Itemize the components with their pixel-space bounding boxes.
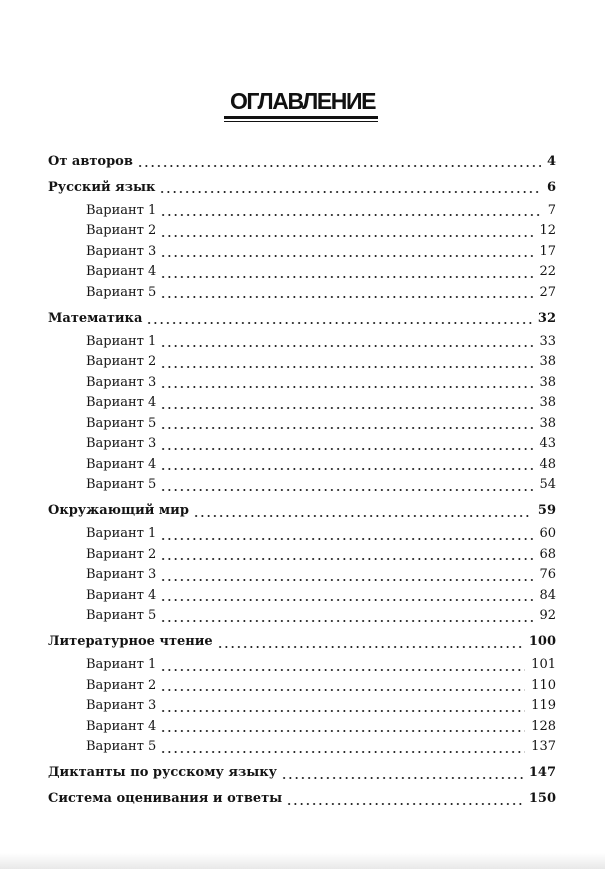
dot-leader (160, 606, 533, 627)
dot-leader (286, 789, 523, 810)
toc-section (48, 152, 556, 173)
toc-subentry (48, 221, 556, 242)
toc-page-number: 54 (539, 477, 556, 492)
toc-page-number: 147 (528, 765, 556, 780)
toc-page-number: 59 (537, 503, 556, 518)
title-underline (224, 116, 378, 122)
toc-subentry (48, 332, 556, 353)
toc-subentry (48, 545, 556, 566)
toc-page-number: 137 (531, 739, 556, 754)
toc-page-number: 17 (539, 243, 556, 259)
toc-page-number: 4 (546, 153, 556, 169)
toc-subentry (48, 242, 556, 263)
dot-leader (160, 455, 533, 476)
dot-leader (146, 309, 532, 330)
toc-page-number: 33 (539, 333, 556, 349)
toc-subentry-title: Вариант 1 (86, 202, 157, 218)
toc-subentry-title: Вариант 5 (86, 284, 157, 300)
toc-section (48, 309, 556, 496)
dot-leader (159, 178, 541, 199)
dot-leader (160, 262, 533, 283)
toc-subentry-title: Вариант 2 (86, 223, 157, 238)
toc-subentries (48, 655, 556, 758)
toc-section-entry (48, 152, 556, 173)
toc-subentry (48, 676, 556, 697)
dot-leader (160, 221, 533, 242)
toc-page-number: 76 (539, 567, 556, 582)
toc-section-title: Окружающий мир (48, 503, 189, 518)
toc-section-title: Русский язык (48, 179, 156, 195)
dot-leader (160, 696, 525, 717)
dot-leader (160, 373, 533, 394)
dot-leader (193, 501, 532, 522)
toc-page-number: 27 (539, 284, 556, 300)
toc-subentry-title: Вариант 4 (86, 456, 157, 472)
toc-section-entry (48, 309, 556, 330)
toc-page-number: 150 (528, 791, 556, 806)
toc-subentry-title: Вариант 3 (86, 243, 157, 259)
toc-subentry (48, 586, 556, 607)
toc-page-number: 101 (531, 657, 556, 672)
toc-subentry (48, 434, 556, 455)
toc-section-title: Литературное чтение (48, 634, 213, 649)
toc-subentry (48, 717, 556, 738)
dot-leader (217, 632, 523, 653)
toc-subentry-title: Вариант 3 (86, 374, 157, 390)
toc-subentry-title: Вариант 5 (86, 608, 157, 623)
toc-page-number: 38 (539, 374, 556, 390)
toc-subentry (48, 565, 556, 586)
dot-leader (160, 676, 525, 697)
toc-subentries (48, 524, 556, 627)
toc-subentry-title: Вариант 3 (86, 436, 157, 451)
toc-section-title: Математика (48, 310, 143, 326)
toc-subentry (48, 393, 556, 414)
dot-leader (160, 545, 533, 566)
toc-section-title: Система оценивания и ответы (48, 791, 283, 806)
toc-subentries (48, 332, 556, 496)
toc-subentry-title: Вариант 4 (86, 718, 157, 734)
toc-subentry (48, 524, 556, 545)
toc-page-number: 68 (539, 546, 556, 562)
toc-subentry (48, 352, 556, 373)
dot-leader (160, 201, 541, 222)
dot-leader (160, 565, 533, 586)
toc-subentry (48, 655, 556, 676)
toc-subentry-title: Вариант 4 (86, 264, 157, 279)
toc-section (48, 501, 556, 627)
toc-page-number: 7 (547, 202, 556, 218)
dot-leader (160, 475, 533, 496)
dot-leader (160, 283, 533, 304)
toc-subentry (48, 737, 556, 758)
dot-leader (160, 242, 533, 263)
toc-subentry-title: Вариант 3 (86, 698, 157, 713)
page-bottom-edge (0, 853, 605, 869)
toc-subentry-title: Вариант 5 (86, 415, 157, 431)
toc-page-number: 38 (539, 354, 556, 369)
dot-leader (281, 763, 523, 784)
dot-leader (160, 332, 533, 353)
toc-page-number: 100 (528, 634, 556, 649)
toc-subentry (48, 696, 556, 717)
toc-subentry-title: Вариант 2 (86, 677, 157, 693)
toc-subentry-title: Вариант 3 (86, 567, 157, 582)
toc-page-number: 119 (531, 698, 556, 713)
toc-subentry (48, 606, 556, 627)
toc-section-entry (48, 789, 556, 810)
toc-page-number: 48 (539, 456, 556, 472)
toc-section-entry (48, 501, 556, 522)
toc-section (48, 763, 556, 784)
toc-section-entry (48, 763, 556, 784)
toc-subentry-title: Вариант 5 (86, 739, 157, 754)
dot-leader (160, 393, 533, 414)
dot-leader (160, 737, 525, 758)
toc-subentry-title: Вариант 1 (86, 526, 157, 541)
dot-leader (160, 655, 525, 676)
toc-subentry-title: Вариант 1 (86, 657, 157, 672)
toc-page-number: 43 (539, 436, 556, 451)
toc-subentry (48, 262, 556, 283)
toc-section-title: От авторов (48, 153, 133, 169)
toc-subentry-title: Вариант 5 (86, 477, 157, 492)
dot-leader (137, 152, 541, 173)
toc-subentry (48, 283, 556, 304)
toc-subentry (48, 455, 556, 476)
toc-section-entry (48, 632, 556, 653)
toc-subentry (48, 373, 556, 394)
dot-leader (160, 352, 533, 373)
toc-section (48, 789, 556, 810)
toc-page-number: 38 (539, 415, 556, 431)
dot-leader (160, 414, 533, 435)
toc-section (48, 632, 556, 758)
toc-page-number: 60 (539, 526, 556, 541)
toc-page-number: 84 (539, 587, 556, 603)
toc-page-number: 22 (539, 264, 556, 279)
toc-subentry-title: Вариант 4 (86, 395, 157, 410)
toc-subentry-title: Вариант 4 (86, 587, 157, 603)
toc-subentries (48, 201, 556, 304)
toc-page-number: 32 (537, 310, 556, 326)
toc-page-number: 12 (539, 223, 556, 238)
toc-section (48, 178, 556, 304)
toc-subentry-title: Вариант 2 (86, 546, 157, 562)
toc-subentry-title: Вариант 1 (86, 333, 157, 349)
toc-section-entry (48, 178, 556, 199)
toc-section-title: Диктанты по русскому языку (48, 765, 277, 780)
table-of-contents (48, 146, 556, 810)
toc-page-number: 92 (539, 608, 556, 623)
toc-subentry (48, 201, 556, 222)
toc-subentry-title: Вариант 2 (86, 354, 157, 369)
page-title: ОГЛАВЛЕНИЕ (229, 87, 376, 114)
dot-leader (160, 434, 533, 455)
dot-leader (160, 717, 525, 738)
toc-page-number: 128 (531, 718, 556, 734)
toc-page-number: 6 (546, 179, 556, 195)
dot-leader (160, 586, 533, 607)
toc-page-number: 110 (531, 677, 556, 693)
toc-page-number: 38 (539, 395, 556, 410)
toc-subentry (48, 475, 556, 496)
toc-subentry (48, 414, 556, 435)
dot-leader (160, 524, 533, 545)
